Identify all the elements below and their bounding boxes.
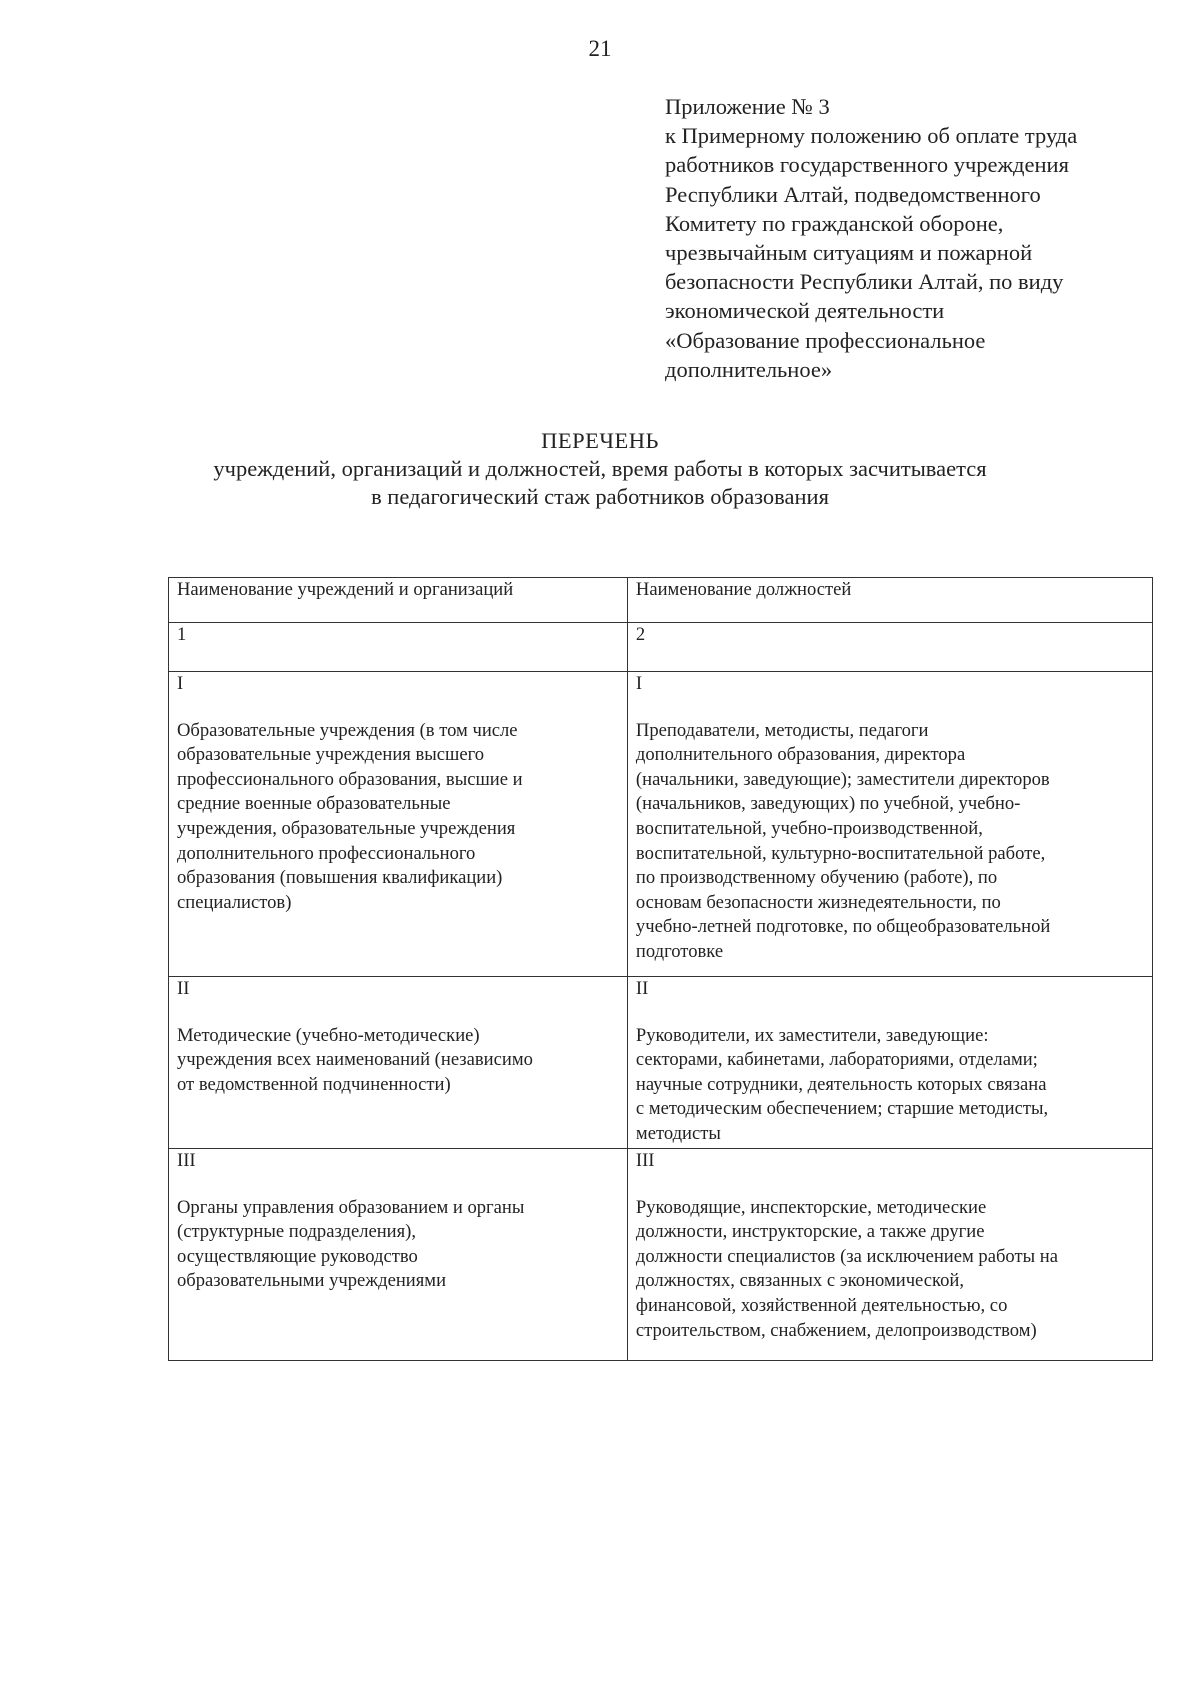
table-header-row	[169, 578, 1153, 623]
cell-line: должности, инструкторские, а также другие	[635, 1221, 985, 1243]
cell-line: основам безопасности жизнедеятельности, по	[635, 891, 1001, 913]
cell-line: Образовательные учреждения (в том числе	[177, 719, 518, 741]
cell-line: специалистов)	[177, 891, 292, 913]
institutions-cell	[169, 672, 628, 977]
cell-line: от ведомственной подчиненности)	[177, 1073, 451, 1095]
cell-line: учебно-летней подготовке, по общеобразовательной	[635, 916, 1051, 938]
cell-line: Руководящие, инспекторские, методические	[635, 1196, 987, 1218]
page-number: 21	[588, 36, 612, 61]
positions-cell	[627, 1149, 1152, 1361]
document-title: ПЕРЕЧЕНЬ	[541, 428, 659, 453]
cell-line: (начальников, заведующих) по учебной, учебно-	[635, 793, 1021, 815]
cell-line: дополнительного образования, директора	[635, 744, 966, 766]
positions-table	[168, 577, 1153, 1361]
appendix-line: экономической деятельности	[665, 298, 945, 324]
cell-line: (структурные подразделения),	[177, 1221, 417, 1243]
cell-line: должности специалистов (за исключением работы на	[635, 1245, 1058, 1267]
appendix-line: чрезвычайным ситуациям и пожарной	[665, 240, 1033, 266]
cell-line: учреждения, образовательные учреждения	[177, 817, 516, 839]
appendix-line: Комитету по гражданской обороне,	[665, 210, 1004, 236]
appendix-line: к Примерному положению об оплате труда	[665, 123, 1078, 149]
institutions-cell	[169, 977, 628, 1149]
cell-line: финансовой, хозяйственной деятельностью, со	[635, 1294, 1008, 1316]
appendix-line: безопасности Республики Алтай, по виду	[665, 269, 1064, 295]
cell-line: должностях, связанных с экономической,	[635, 1270, 965, 1292]
cell-line: образовательными учреждениями	[177, 1270, 447, 1292]
cell-line: средние военные образовательные	[177, 793, 451, 815]
cell-line: с методическим обеспечением; старшие методисты,	[635, 1098, 1049, 1120]
appendix-line: Республики Алтай, подведомственного	[665, 181, 1041, 207]
section-number: I	[635, 673, 643, 694]
table-row	[169, 1149, 1153, 1361]
cell-line: учреждения всех наименований (независимо	[177, 1049, 533, 1071]
cell-line: научные сотрудники, деятельность которых связана	[635, 1073, 1047, 1095]
positions-cell	[627, 672, 1152, 977]
appendix-line: Приложение № 3	[665, 94, 830, 119]
cell-line: по производственному обучению (работе), по	[635, 867, 998, 889]
appendix-line: «Образование профессиональное	[665, 327, 986, 353]
header-positions: Наименование должностей	[627, 578, 1152, 623]
cell-line: воспитательной, культурно-воспитательной работе,	[635, 842, 1046, 864]
document-subtitle-line: учреждений, организаций и должностей, время работы в которых засчитывается	[213, 456, 987, 481]
document-subtitle-line: в педагогический стаж работников образования	[371, 484, 829, 509]
section-number: II	[177, 978, 190, 999]
cell-line: строительством, снабжением, делопроизводством)	[635, 1319, 1037, 1341]
appendix-header	[665, 92, 1185, 384]
table-row	[169, 672, 1153, 977]
section-number: III	[635, 1150, 655, 1171]
cell-line: секторами, кабинетами, лабораториями, отделами;	[635, 1049, 1038, 1071]
appendix-line: дополнительное»	[665, 356, 833, 382]
cell-line: воспитательной, учебно-производственной,	[635, 817, 983, 839]
header-institutions: Наименование учреждений и организаций	[169, 578, 628, 623]
cell-line: методисты	[635, 1122, 721, 1144]
cell-line: подготовке	[635, 940, 724, 962]
column-number-1: 1	[169, 623, 628, 672]
cell-line: Руководители, их заместители, заведующие:	[635, 1024, 989, 1046]
section-number: III	[177, 1150, 196, 1171]
cell-line: образования (повышения квалификации)	[177, 867, 503, 889]
cell-line: осуществляющие руководство	[177, 1245, 418, 1267]
positions-cell	[627, 977, 1152, 1149]
section-number: I	[177, 673, 184, 694]
appendix-line: работников государственного учреждения	[665, 152, 1069, 178]
table-row	[169, 977, 1153, 1149]
table-column-number-row	[169, 623, 1153, 672]
cell-line: Методические (учебно-методические)	[177, 1024, 480, 1046]
column-number-2: 2	[627, 623, 1152, 672]
cell-line: профессионального образования, высшие и	[177, 768, 523, 790]
cell-line: Органы управления образованием и органы	[177, 1196, 525, 1218]
section-number: II	[635, 978, 649, 999]
document-title-block	[0, 427, 1200, 511]
institutions-cell	[169, 1149, 628, 1361]
cell-line: дополнительного профессионального	[177, 842, 476, 864]
cell-line: (начальники, заведующие); заместители директоров	[635, 768, 1050, 790]
cell-line: Преподаватели, методисты, педагоги	[635, 719, 929, 741]
cell-line: образовательные учреждения высшего	[177, 744, 485, 766]
